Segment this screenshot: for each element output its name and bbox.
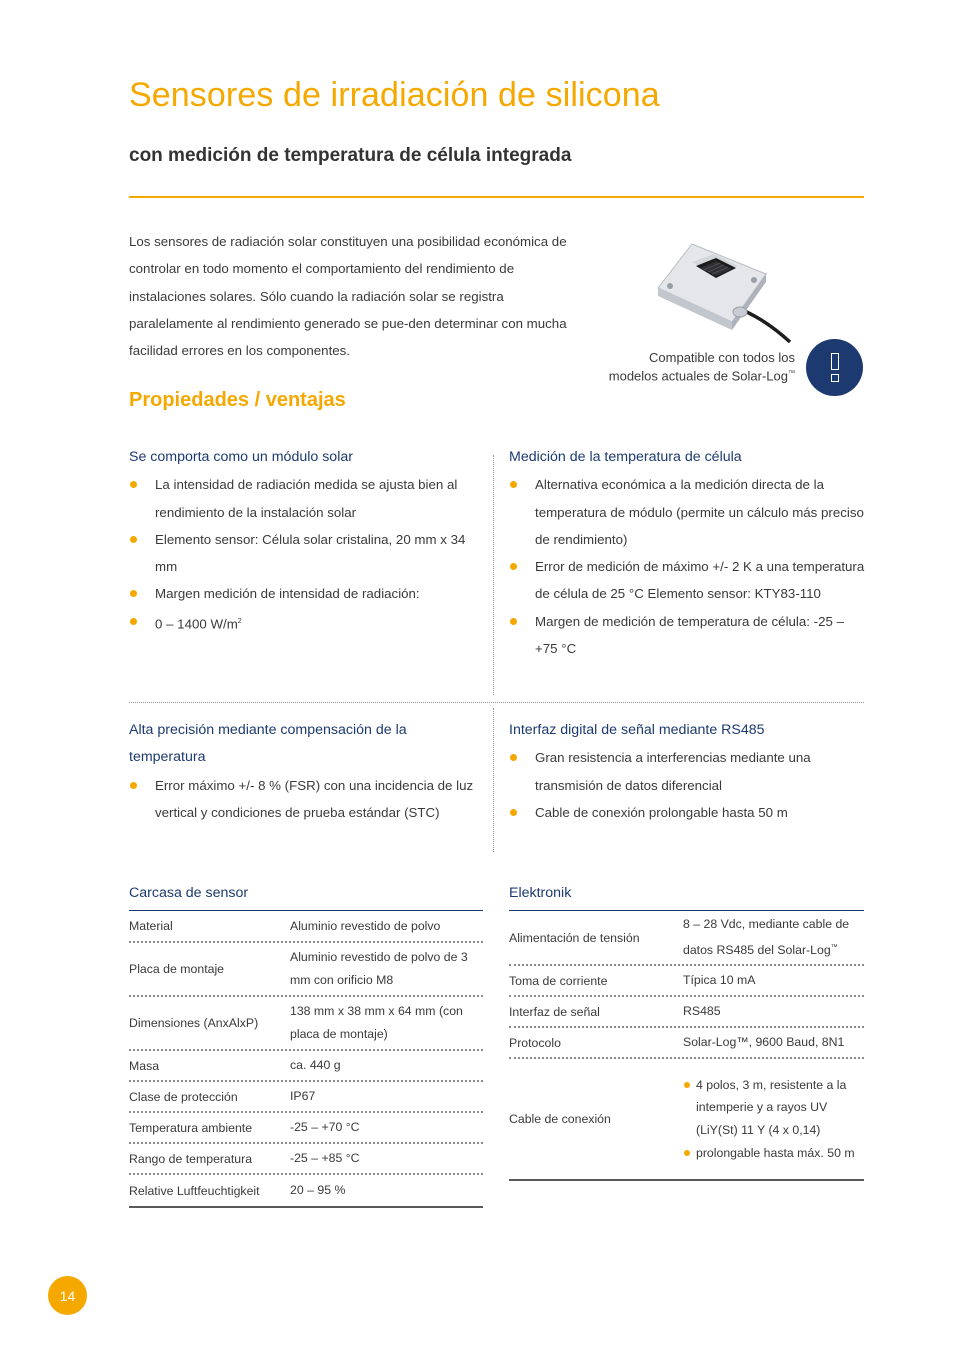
section-heading: Se comporta como un módulo solar [129,449,353,465]
list-item: Elemento sensor: Célula solar cristalina, 20 mm x 34 mm [129,526,484,581]
table-row [509,997,864,1028]
table-row [129,1175,483,1206]
table-row [129,1051,483,1082]
row-value: RS485 [683,1004,721,1018]
intro-paragraph: Los sensores de radiación solar constituyen una posibilidad económica de controlar en todo momento el comportamiento del rendimiento de instalaciones solares. Sólo cuando la radiación solar se registra paralelamente al rendimiento generado se pue-den determinar con mucha facilidad errores en los componentes. [129,234,567,359]
compat-line-2: modelos actuales de Solar-Log™ [608,368,795,384]
row-key: Alimentación de tensión [509,930,640,945]
row-key: Placa de montaje [129,962,225,976]
row-value: Solar-Log™, 9600 Baud, 8N1 [683,1035,845,1049]
row-key: Cable de conexión [509,1112,611,1126]
row-value: 138 mm x 38 mm x 64 mm (con placa de montaje) [290,1004,463,1041]
row-value: Aluminio revestido de polvo [290,918,441,933]
row-value: 8 – 28 Vdc, mediante cable de datos RS485 del Solar-Log™ [683,916,850,958]
section-heading: Interfaz digital de señal mediante RS485 [509,722,765,738]
sensor-product-image [648,236,798,346]
row-key: Temperatura ambiente [129,1120,253,1135]
list-item: Margen de medición de temperatura de célula: -25 – +75 °C [509,608,867,663]
row-value: Típica 10 mA [683,973,756,987]
table-row [129,943,483,997]
bullet-list [509,471,867,662]
table-row [129,1144,483,1175]
table-row [129,1113,483,1144]
table-row [509,1059,864,1179]
row-key: Protocolo [509,1035,561,1050]
compatibility-note [560,350,795,384]
list-item: Margen medición de intensidad de radiación: [129,580,484,607]
page-subtitle: con medición de temperatura de célula integrada [129,145,572,166]
row-key: Toma de corriente [509,973,608,988]
list-item: Cable de conexión prolongable hasta 50 m [509,799,867,826]
title-divider [129,196,864,198]
table-row [509,1028,864,1059]
compat-line-1: Compatible con todos los [649,350,795,365]
section-cell-temperature [509,444,867,662]
table-row [509,911,864,966]
row-divider [129,702,864,703]
table-row [129,911,483,943]
row-key: Interfaz de señal [509,1004,600,1019]
page-number: 14 [48,1276,87,1315]
housing-table-title: Carcasa de sensor [129,885,249,901]
row-value: -25 – +85 °C [290,1151,360,1165]
info-icon [806,339,863,396]
section-precision [129,717,481,826]
section-heading: Alta precisión mediante compensación de la temperatura [129,722,407,766]
housing-table [129,910,483,1208]
row-value: ca. 440 g [290,1058,341,1072]
list-item: 0 – 1400 $W/m^2$ [129,608,484,638]
list-item: La intensidad de radiación medida se ajusta bien al rendimiento de la instalación solar [129,471,484,526]
row-value: IP67 [290,1089,316,1103]
column-divider-top [493,455,494,695]
table-row [509,966,864,997]
section-solar-module [129,444,484,638]
row-value: 20 – 95 % [290,1183,346,1197]
row-key: Relative Luftfeuchtigkeit [129,1183,260,1198]
table-row [129,997,483,1051]
row-key: Material [129,919,173,933]
row-key: Clase de protección [129,1089,238,1104]
list-item: 4 polos, 3 m, resistente a la intemperie y a rayos UV (LiY(St) 11 Y (4 x 0,14) [683,1074,864,1142]
list-item: Alternativa económica a la medición directa de la temperatura de módulo (permite un cálculo más preciso de rendimiento) [509,471,867,553]
row-key: Rango de temperatura [129,1151,253,1166]
row-value: Aluminio revestido de polvo de 3 mm con orificio M8 [290,950,468,987]
row-key: Masa [129,1058,160,1073]
bullet-list [129,471,484,637]
column-divider-bottom [493,708,494,852]
section-heading: Medición de la temperatura de célula [509,449,742,465]
row-key: Dimensiones (AnxAlxP) [129,1016,259,1030]
row-value: -25 – +70 °C [290,1120,360,1134]
page-title: Sensores de irradiación de silicona [129,76,660,114]
table-row [129,1082,483,1113]
sensor-illustration [648,236,798,346]
electronics-table [509,910,864,1181]
bullet-list [129,772,481,827]
list-item: Error de medición de máximo +/- 2 K a una temperatura de célula de 25 °C Elemento sensor: KTY83-110 [509,553,867,608]
row-value [683,1074,864,1164]
section-rs485 [509,717,867,826]
list-item: Error máximo +/- 8 % (FSR) con una incidencia de luz vertical y condiciones de prueba estándar (STC) [129,772,481,827]
bullet-list [509,744,867,826]
electronics-table-title: Elektronik [509,885,572,901]
list-item: Gran resistencia a interferencias mediante una transmisión de datos diferencial [509,744,867,799]
properties-heading: Propiedades / ventajas [129,389,346,411]
cable-list [683,1074,864,1164]
list-item: prolongable hasta máx. 50 m [683,1142,864,1165]
